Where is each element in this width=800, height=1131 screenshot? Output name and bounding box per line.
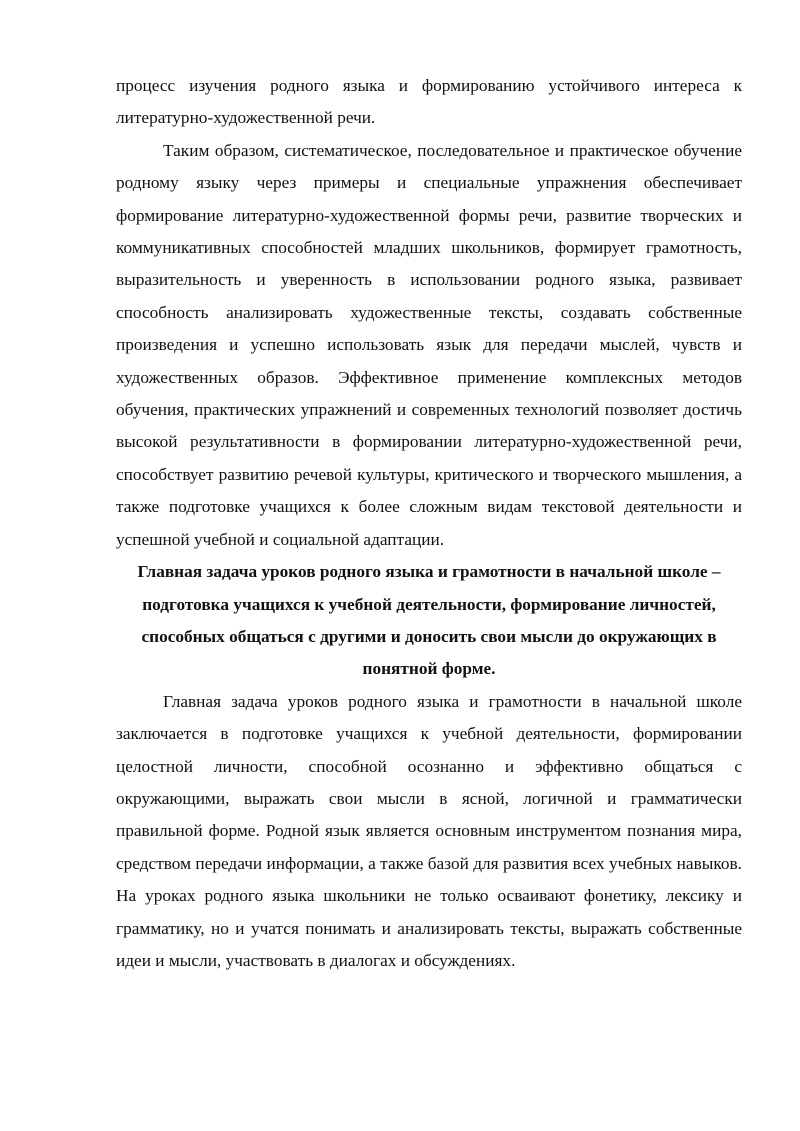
paragraph-continuation: процесс изучения родного языка и формированию устойчивого интереса к литературно-художественной речи. [116, 76, 742, 128]
document-page [116, 70, 742, 977]
paragraph-body: Главная задача уроков родного языка и грамотности в начальной школе заключается в подготовке учащихся к учебной деятельности, формировании целостной личности, способной осознанно и эффективно общаться с окружающими, выражать свои мысли в ясной, логичной и грамматически правильной форме. Родной язык является основным инструментом познания мира, средством передачи информации, а также базой для развития всех учебных навыков. На уроках родного языка школьники не только осваивают фонетику, лексику и грамматику, но и учатся понимать и анализировать тексты, выражать собственные идеи и мысли, участвовать в диалогах и обсуждениях. [116, 691, 742, 970]
section-heading: Главная задача уроков родного языка и грамотности в начальной школе – подготовка учащихся к учебной деятельности, формирование личностей, способных общаться с другими и доносить свои мысли до окружающих в понятной форме. [137, 562, 721, 679]
paragraph-conclusion: Таким образом, систематическое, последовательное и практическое обучение родному языку через примеры и специальные упражнения обеспечивает формирование литературно-художественной формы речи, развитие творческих и коммуникативных способностей младших школьников, формирует грамотность, выразительность и уверенность в использовании родного языка, развивает способность анализировать художественные тексты, создавать собственные произведения и успешно использовать язык для передачи мыслей, чувств и художественных образов. Эффективное применение комплексных методов обучения, практических упражнений и современных технологий позволяет достичь высокой результативности в формировании литературно-художественной речи, способствует развитию речевой культуры, критического и творческого мышления, а также подготовке учащихся к более сложным видам текстовой деятельности и успешной учебной и социальной адаптации. [116, 140, 742, 549]
